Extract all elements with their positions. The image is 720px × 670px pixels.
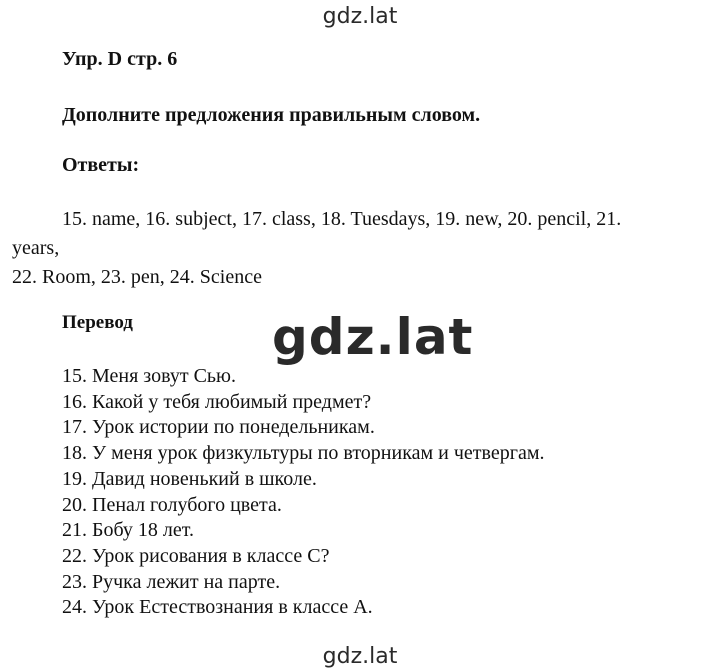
answers-line: 22. Room, 23. pen, 24. Science [12, 266, 262, 288]
translation-heading: Перевод [62, 312, 133, 333]
task-instruction: Дополните предложения правильным словом. [62, 104, 481, 126]
translation-item: 20. Пенал голубого цвета. [62, 493, 282, 516]
exercise-heading: Упр. D стр. 6 [62, 48, 178, 70]
watermark-top: gdz.lat [322, 4, 398, 29]
translation-item: 21. Бобу 18 лет. [62, 519, 194, 542]
translation-item: 18. У меня урок физкультуры по вторникам и четвергам. [62, 442, 545, 465]
translation-item: 16. Какой у тебя любимый предмет? [62, 390, 372, 413]
answers-line: years, [12, 237, 60, 259]
answers-heading: Ответы: [62, 154, 140, 176]
translation-item: 19. Давид новенький в школе. [62, 467, 317, 490]
translation-item: 23. Ручка лежит на парте. [62, 570, 281, 593]
translation-item: 22. Урок рисования в классе С? [62, 544, 330, 567]
translation-item: 24. Урок Естествознания в классе А. [62, 596, 373, 619]
translation-item: 15. Меня зовут Сью. [62, 365, 236, 387]
translation-list [62, 364, 544, 621]
watermark-bottom: gdz.lat [322, 644, 398, 669]
answers-block [12, 205, 692, 292]
watermark-middle: gdz.lat [272, 308, 474, 366]
answers-line: 15. name, 16. subject, 17. class, 18. Tuesdays, 19. new, 20. pencil, 21. [62, 208, 622, 230]
translation-item: 17. Урок истории по понедельникам. [62, 416, 375, 439]
